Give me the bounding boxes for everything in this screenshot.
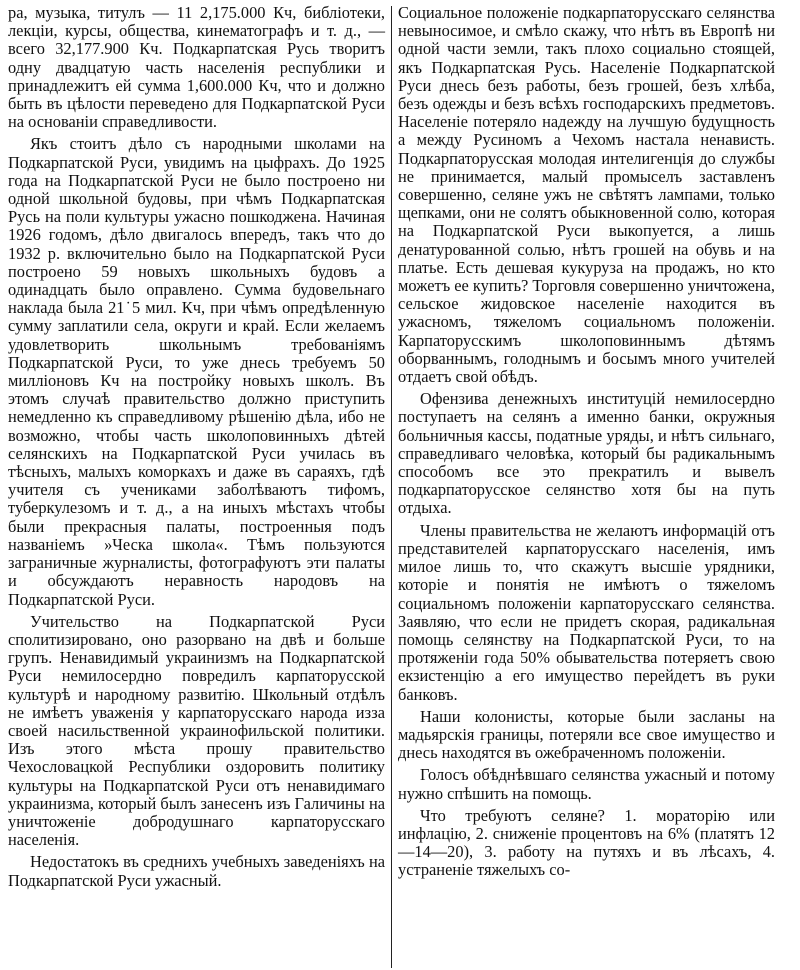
paragraph: Что требуютъ селяне? 1. мораторію или инфлацію, 2. сниженіе процентовъ на 6% (платятъ 12—14—20), 3. работу на путяхъ и въ лѣсахъ, 4. устраненіе тяжелыхъ со- [398,805,775,880]
left-column [8,4,391,970]
paragraph: Якъ стоитъ дѣло съ народными школами на Подкарпатской Руси, увидимъ на цыфрахъ. До 1925 года на Подкарпатской Руси не было построено ни одной школьной будовы, при чѣмъ Подкарпатская Русь на поли культуры ужасно пошкоджена. Начиная 1926 годомъ, дѣло двигалось впередъ, такъ что до 1932 р. включительно было на Подкарпатской Руси построено 59 новыхъ школьныхъ будовъ а одинадцать было оправлено. Сумма будовельнаго наклада была 21˙5 мил. Кч, при чѣмъ опредѣленную сумму заплатили села, округи и край. Если желаемъ удовлетворить школьнымъ требованіямъ Подкарпатской Руси, то уже днесь требуемъ 50 милліоновъ Кч на постройку новыхъ школъ. Въ этомъ случаѣ правительство должно приступить немедленно къ справедливому рѣшенію дѣла, ибо не возможно, чтобы часть школоповинныхъ дѣтей селянскихъ на Подкарпатской Руси училась въ тѣсныхъ, малыхъ коморкахъ и даже въ сараяхъ, гдѣ учителя съ учениками заболѣваютъ тифомъ, туберкулезомъ и т. д., а на иныхъ мѣстахъ чтобы были прекрасныя палаты, построенныя подъ названіемъ »Ческа школа«. Тѣмъ пользуются заграничные журналисты, фотографуютъ эти палаты и обсуждаютъ неравность народовъ на Подкарпатской Руси. [8,134,385,609]
paragraph: ра, музыка, титулъ — 11 2,175.000 Кч, библіотеки, лекціи, курсы, общества, кинематографъ и т. д., — всего 32,177.900 Кч. Подкарпатская Русь творитъ одну двадцатую часть населенія республики и принадлежитъ ей сумма 1,600.000 Кч, что и должно быть въ цѣлости переведено для Подкарпатской Руси на основаніи справедливости. [8,3,385,132]
paragraph: Наши колонисты, которые были засланы на мадьярскія границы, потеряли все свое имущество и днесь находятся въ ожебраченномъ положеніи. [398,706,775,763]
paragraph: Учительство на Подкарпатской Руси сполитизировано, оно разорвано на двѣ и больше групъ. Ненавидимый украинизмъ на Подкарпатской Руси немилосердно повредилъ карпаторусской культурѣ и народному развитію. Школьный отдѣлъ не имѣетъ уваженія у карпаторусскаго народа изза своей насильственной украинофильской политики. Изъ этого мѣста прошу правительство Чехословацкой Республики оздоровить политику культуры на Подкарпатской Руси отъ ненавидимаго украинизма, который былъ занесенъ изъ Галичины на уничтоженіе добродушнаго карпаторусскаго населенія. [8,611,385,850]
paragraph: Голосъ обѣднѣвшаго селянства ужасный и потому нужно спѣшить на помощь. [398,765,775,803]
paragraph: Офензива денежныхъ институцiй немилосердно поступаетъ на селянъ а именно банки, окружныя больничныя кассы, податные уряды, и нѣтъ сильнаго, справедливаго человѣка, который бы радикальнымъ способомъ все это прекратилъ и вывелъ подкарпаторусское селянство хотя бы на путь отдыха. [398,389,775,518]
paragraph: Члены правительства не желаютъ информацій отъ представителей карпаторусскаго населенія, имъ милое лишь то, что скажутъ высшіе урядники, которіе и понятія не имѣютъ о тяжеломъ социальномъ положеніи карпаторусскаго селянства. Заявляю, что если не придетъ скорая, радикальная помощь селянству на Подкарпатской Руси, то на протяженіи года 50% обывательства потеряетъ свою екзистенцію а его имущество перейдетъ въ руки банковъ. [398,520,775,704]
paragraph: Недостатокъ въ среднихъ учебныхъ заведеніяхъ на Подкарпатской Руси ужасный. [8,852,385,890]
paragraph: Социальное положеніе подкарпаторусскаго селянства невыносимое, и смѣло скажу, что нѣтъ въ Европѣ ни одной части земли, такъ плохо социально стоящей, якъ Подкарпатская Русь. Населеніе Подкарпатской Руси днесь безъ работы, безъ грошей, безъ хлѣба, безъ одежды и безъ всѣхъ господарскихъ предметовъ. Населеніе потеряло надежду на лучшую будущность а между Русиномъ а Чехомъ настала ненависть. Подкарпаторусская молодая интелигенція до службы не принимается, малый промыселъ заставленъ совершенно, селяне ужъ не свѣтятъ лампами, только щепками, они не солятъ обыкновенной солю, которая на Подкарпатской Руси выкопуется, а лишь денатурованной солью, нѣтъ грошей на обувь и на платье. Есть дешевая кукуруза на продажъ, но кто можетъ ее купить? Торговля совершенно уничтожена, сельское жидовское населеніе находится въ ужасномъ, тяжеломъ социальномъ положеніи. Карпаторусскимъ школоповиннымъ дѣтямъ оборваннымъ, голоднымъ и босымъ много учителей отдаетъ свой обѣдъ. [398,3,775,387]
right-column [392,4,775,970]
